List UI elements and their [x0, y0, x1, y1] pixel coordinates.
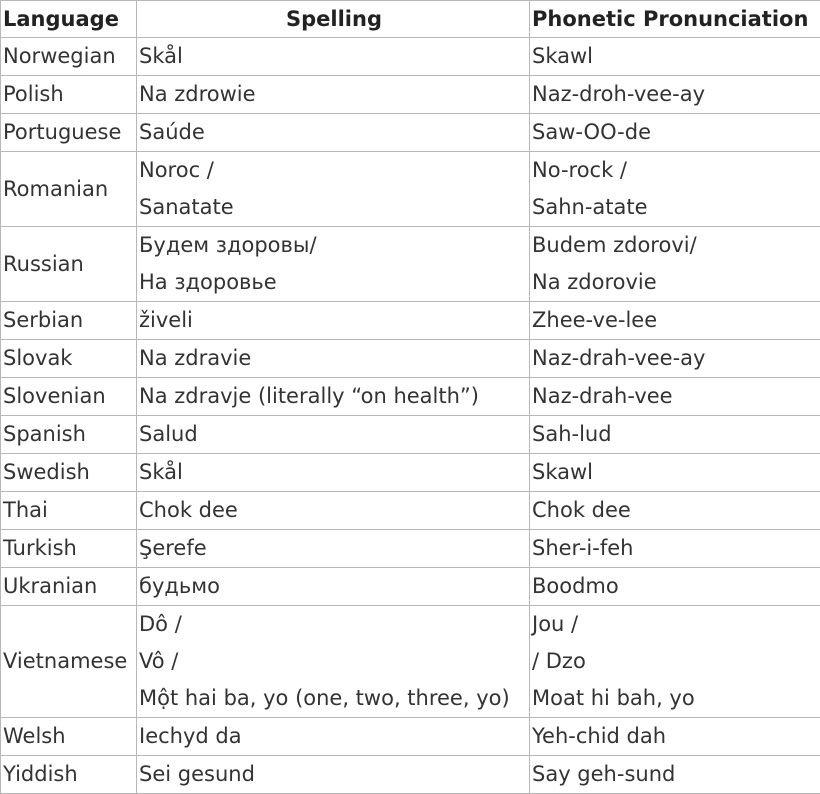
- table-row: [1, 378, 820, 416]
- pronunciation-line: Yeh-chid dah: [532, 718, 820, 755]
- pronunciation-line: Chok dee: [532, 492, 820, 529]
- pronunciation-line: No-rock /: [532, 152, 820, 189]
- pronunciation-line: Jou /: [532, 606, 820, 643]
- language-cell: Romanian: [1, 152, 137, 227]
- spelling-line: Noroc /: [139, 152, 529, 189]
- spelling-cell: [137, 302, 530, 340]
- language-cell: Polish: [1, 76, 137, 114]
- language-cell: Norwegian: [1, 38, 137, 76]
- pronunciation-line: Saw-OO-de: [532, 114, 820, 151]
- pronunciation-line: Skawl: [532, 454, 820, 491]
- language-cell: Turkish: [1, 530, 137, 568]
- spelling-cell: [137, 416, 530, 454]
- spelling-line: Salud: [139, 416, 529, 453]
- pronunciation-line: Zhee-ve-lee: [532, 302, 820, 339]
- header-language: Language: [1, 1, 137, 38]
- pronunciation-line: Say geh-sund: [532, 756, 820, 793]
- spelling-line: Na zdrowie: [139, 76, 529, 113]
- spelling-line: будьмо: [139, 568, 529, 605]
- pronunciation-line: Moat hi bah, yo: [532, 680, 820, 717]
- pronunciation-line: Naz-drah-vee: [532, 378, 820, 415]
- table-row: [1, 227, 820, 302]
- spelling-line: Na zdravie: [139, 340, 529, 377]
- spelling-cell: [137, 38, 530, 76]
- table-row: [1, 114, 820, 152]
- language-cell: Yiddish: [1, 756, 137, 794]
- pronunciation-line: Budem zdorovi/: [532, 227, 820, 264]
- pronunciation-cell: [530, 114, 820, 152]
- table-row: [1, 756, 820, 794]
- spelling-line: Будем здоровы/: [139, 227, 529, 264]
- table-body: [1, 38, 820, 794]
- pronunciation-cell: [530, 76, 820, 114]
- spelling-cell: [137, 378, 530, 416]
- spelling-cell: [137, 454, 530, 492]
- spelling-cell: [137, 340, 530, 378]
- table-row: [1, 340, 820, 378]
- table-row: [1, 38, 820, 76]
- language-cell: Slovenian: [1, 378, 137, 416]
- spelling-line: Sei gesund: [139, 756, 529, 793]
- spelling-cell: [137, 718, 530, 756]
- pronunciation-cell: [530, 718, 820, 756]
- table-row: [1, 76, 820, 114]
- pronunciation-line: Naz-drah-vee-ay: [532, 340, 820, 377]
- pronunciation-line: Sah-lud: [532, 416, 820, 453]
- pronunciation-cell: [530, 152, 820, 227]
- spelling-cell: [137, 756, 530, 794]
- pronunciation-line: Sher-i-feh: [532, 530, 820, 567]
- spelling-cell: [137, 114, 530, 152]
- language-cell: Vietnamese: [1, 606, 137, 718]
- pronunciation-cell: [530, 378, 820, 416]
- pronunciation-line: / Dzo: [532, 643, 820, 680]
- spelling-line: Iechyd da: [139, 718, 529, 755]
- pronunciation-cell: [530, 416, 820, 454]
- pronunciation-line: Naz-droh-vee-ay: [532, 76, 820, 113]
- pronunciation-cell: [530, 454, 820, 492]
- table-row: [1, 492, 820, 530]
- language-cell: Swedish: [1, 454, 137, 492]
- spelling-line: Vô /: [139, 643, 529, 680]
- table-header-row: [1, 1, 820, 38]
- language-cell: Spanish: [1, 416, 137, 454]
- pronunciation-cell: [530, 38, 820, 76]
- spelling-line: Một hai ba, yo (one, two, three, yo): [139, 680, 529, 717]
- pronunciation-cell: [530, 227, 820, 302]
- spelling-cell: [137, 606, 530, 718]
- pronunciation-line: Na zdorovie: [532, 264, 820, 301]
- pronunciation-cell: [530, 492, 820, 530]
- table-row: [1, 416, 820, 454]
- pronunciation-line: Sahn-atate: [532, 189, 820, 226]
- spelling-cell: [137, 76, 530, 114]
- spelling-line: На здоровье: [139, 264, 529, 301]
- pronunciation-cell: [530, 302, 820, 340]
- spelling-line: Na zdravje (literally “on health”): [139, 378, 529, 415]
- spelling-cell: [137, 568, 530, 606]
- pronunciation-cell: [530, 756, 820, 794]
- table-row: [1, 530, 820, 568]
- spelling-line: Şerefe: [139, 530, 529, 567]
- table-row: [1, 302, 820, 340]
- language-cell: Serbian: [1, 302, 137, 340]
- language-cell: Slovak: [1, 340, 137, 378]
- language-cell: Welsh: [1, 718, 137, 756]
- spelling-cell: [137, 492, 530, 530]
- spelling-cell: [137, 530, 530, 568]
- language-cell: Thai: [1, 492, 137, 530]
- pronunciation-line: Skawl: [532, 38, 820, 75]
- spelling-line: Sanatate: [139, 189, 529, 226]
- spelling-cell: [137, 227, 530, 302]
- spelling-line: Saúde: [139, 114, 529, 151]
- spelling-line: Chok dee: [139, 492, 529, 529]
- language-cell: Portuguese: [1, 114, 137, 152]
- spelling-line: živeli: [139, 302, 529, 339]
- table-row: [1, 152, 820, 227]
- spelling-line: Dô /: [139, 606, 529, 643]
- spelling-line: Skål: [139, 38, 529, 75]
- table-row: [1, 454, 820, 492]
- header-pronunciation: Phonetic Pronunciation: [530, 1, 820, 38]
- table-row: [1, 718, 820, 756]
- header-spelling: Spelling: [137, 1, 530, 38]
- spelling-cell: [137, 152, 530, 227]
- pronunciation-line: Boodmo: [532, 568, 820, 605]
- pronunciation-cell: [530, 606, 820, 718]
- table-row: [1, 568, 820, 606]
- language-cell: Ukranian: [1, 568, 137, 606]
- pronunciation-cell: [530, 568, 820, 606]
- language-cell: Russian: [1, 227, 137, 302]
- pronunciation-cell: [530, 340, 820, 378]
- spelling-line: Skål: [139, 454, 529, 491]
- pronunciation-cell: [530, 530, 820, 568]
- table-row: [1, 606, 820, 718]
